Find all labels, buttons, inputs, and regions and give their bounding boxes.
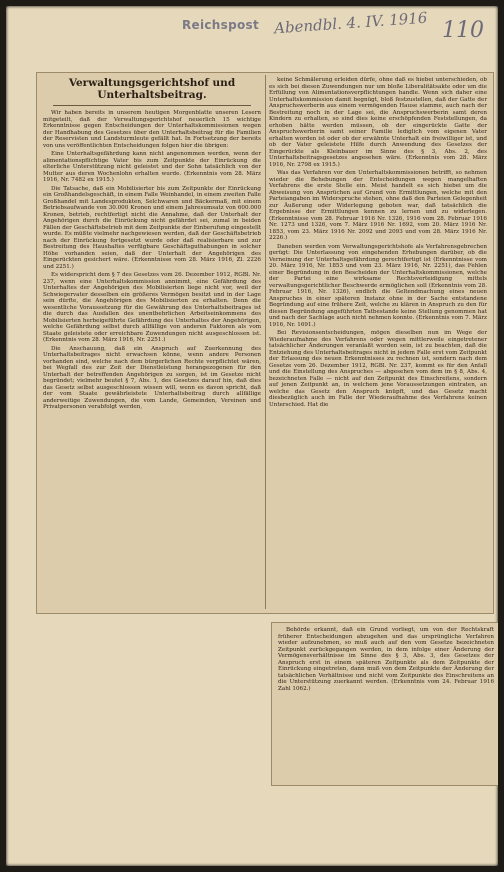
article-headline (43, 77, 261, 101)
main-clipping (36, 72, 494, 614)
paragraph: Wir haben bereits in unserem heutigen Morgenblatte unseren Lesern mitgeteilt, daß der Verwaltungsgerichtshof neuerlich 15 wichtige Erkenntnisse gegen Entscheidungen der Unterhaltskommissionen wegen der Handhabung des Gesetzes über den Unterhaltsbeitrag für die Familien der Reservisten und Landsturmleute gefällt hat. In Fortsetzung der bereits von uns veröffentlichten Entscheidungen folgen hier die übrigen: (43, 110, 261, 149)
headline-line-2: Unterhaltsbeitrag. (97, 89, 207, 101)
paragraph: Die Anschauung, daß ein Anspruch auf Zuerkennung des Unterhaltsbeitrages nicht erwachsen könne, wenn andere Personen vorhanden sind, welche nach dem bürgerlichen Rechte verpflichtet wären, bei Wegfall des zur Zeit der Dienstleistung herangezogenen für den Unterhalt der betreffenden Angehörigen zu sorgen, ist im Gesetze nicht begründet; vielmehr beutet § 7, Abs. 1, des Gesetzes darauf hin, daß dies das Gesetz selbst ausgeschlossen wissen will, wenn es davon spricht, daß der vom Staate gewährleistete Unterhaltsbeitrag durch allfällige anderweitige Zuwendungen, die vom Lande, Gemeinden, Vereinen und Privatpersonen verabfolgt werden, (43, 345, 261, 410)
archive-sheet (6, 6, 498, 866)
headline-rule (53, 105, 251, 106)
column-divider (265, 75, 266, 609)
left-column (43, 77, 261, 413)
newspaper-stamp: Reichspost (182, 18, 260, 32)
handwritten-number: 110 (442, 18, 484, 43)
continuation-clipping (271, 622, 498, 786)
paragraph: Eine Unterhaltsgefährdung kann nicht angenommen werden, wenn der alimentationspflichtige Vater bis zum Zeitpunkte der Einrückung die elterliche Unterstützung nicht geleistet und der Sohn tatsächlich von der Mutter aus deren Wochenlohn erhalten wurde. (Erkenntnis vom 28. März 1916, Nr. 7482 ex 1915.) (43, 151, 261, 183)
paragraph: Daneben werden vom Verwaltungsgerichtshofe als Verfahrensgebrechen gerügt: Die Unterlassung von eingehenden Erhebungen darüber, ob die Verneinung der Unterhaltsgefährdung gerechtfertigt ist (Erkenntnisse vom 20. März 1916, Nr. 1853 und vom 23. März 1916, Nr. 2251), das Fehlen einer Begründung in den Bescheiden der Unterhaltskommissionen, welche der Partei eine wirksame Rechtsverteidigung mittels verwaltungsgerichtlicher Beschwerde ermöglichen soll (Erkenntnis vom 28. Februar 1916, Nr. 1326), endlich die Geltendmachung eines neuen Anspruches in einer späteren Instanz ohne in der Sache entstandene Begründung auf eine frühere Zeit, welche zu klären in Anspruch zu den für diesen Begründung angeführten Tatbestande keine Stellung genommen hat und nach der Sachlage auch nicht nehmen konnte. (Erkenntnis vom 7. März 1916, Nr. 1691.) (269, 243, 487, 328)
right-column (269, 77, 487, 410)
paragraph: Es widerspricht dem § 7 des Gesetzes vom 26. Dezember 1912, RGBl. Nr. 237, wenn eine Unterhaltskommission annimmt, eine Gefährdung des Unterhaltes der Angehörigen des Mobilisierten liege nicht vor, weil der Schwiegervater desselben ein größeres Vermögen besitzt und in der Lage sein dürfte, die Angehörigen des Mobilisierten zu erhalten. Denn die wesentliche Voraussetzung für die Gewährung des Unterhaltsbeitrages ist die durch das Ausfallen des unentbehrlichen Arbeitseinkommens des Mobilisierten herbeigeführte Gefährdung des Unterhaltes der Angehörigen, welche Gefährdung selbst durch allfällige von anderen Faktoren als vom Staate geleistete oder erreichbare Zuwendungen nicht ausgeschlossen ist. (Erkenntnis vom 28. März 1916, Nr. 2251.) (43, 272, 261, 343)
headline-line-1: Verwaltungsgerichtshof und (68, 77, 236, 89)
paragraph: Die Tatsache, daß ein Mobilisierter bis zum Zeitpunkte der Einrückung ein Großhandelsgeschäft, in einem Falle Weinhandel, in einem zweiten Falle Großhandel mit Landesprodukten, Selchwaren und Bäckermaß, mit einem Betriebsaufwande von 30.000 Kronen und einem Jahresumsatz von 600.000 Kronen, betrieb, rechtfertigt nicht die Annahme, daß der Unterhalt der Angehörigen durch die Einrückung nicht gefährdet sei, zumal in beiden Fällen der Geschäftsbetrieb mit dem Zeitpunkte der Einberufung eingestellt wurde. Es müßte vielmehr nachgewiesen werden, daß der Geschäftsbetrieb nach der Einrückung fortgesetzt wurde oder daß realisierbare und zur Bestreitung des Haushaltes verfügbare Geschäftsguthabungen in solcher Höhe vorhanden seien, daß der Unterhalt der Angehörigen des Eingerückten gesichert wäre. (Erkenntnisse vom 28. März 1916, Zl. 2226 und 2251.) (43, 185, 261, 270)
paragraph: keine Schmälerung erleiden dürfe, ohne daß es hiebei unterschieden, ob es sich bei diesen Zuwendungen nur um bloße Liberalitätsakte oder um die Erfüllung von Alimentationsverpflichtungen handle. Wenn sich daher eine Unterhaltskommission damit begnügt, bloß festzustellen, daß der Gatte der Anspruchswerberin aus einem vermögenden Hause stamme, auch nach der Bestreitung noch in der Lage sei, die Anspruchswerberin samt deren Kindern zu erhalten, so sind dies keine erschöpfenden Feststellungen, da erhoben hätte werden müssen, ob der eingerückte Gatte der Anspruchswerberin samt seiner Familie lediglich vom eigenen Vater erhalten worden ist oder ob der erwähnte Unterhalt ein freiwilliger ist, und ob der Vater geleistete Hilfe durch Anwendung des Gesetzes der Eingerückte als Kleinbauer im Sinne des § 3, Abs. 2, des Unterhaltsbeitragsgesetzes angesehen wäre. (Erkenntnis vom 28. März 1916, Nr. 2798 ex 1915.) (269, 77, 487, 168)
handwritten-date: Abendbl. 4. IV. 1916 (273, 8, 428, 38)
paragraph: Behörde erkannt, daß ein Grund vorliegt, um von der Rechtskraft früherer Entscheidungen abzugehen und das ursprüngliche Verfahren wieder aufzunehmen, so muß auch auf den vom Gesetze bezeichneten Zeitpunkt zurückgegangen werden, in dem infolge einer Änderung der Vermögensverhältnisse im Sinne des § 3, Abs. 3, des Gesetzes der Anspruch erst in einem späteren Zeitpunkte als dem Zeitpunkte der Einrückung eingetreten, dann muß von dem Zeitpunkte der Änderung der tatsächlichen Verhältnisse und nicht vom Zeitpunkte des Einschreitens an die Unterstützung zuerkannt werden. (Erkenntnis vom 24. Februar 1916 Zahl 1062.) (278, 627, 494, 692)
continuation-column (278, 627, 494, 694)
paragraph: Bei Revisionsentscheidungen, mögen dieselben nun im Wege der Wiederaufnahme des Verfahrens oder wegen mittlerweile eingetretener tatsächlicher Änderungen veranlaßt worden sein, ist zu beachten, daß die Entziehung des Unterhaltsbeitrages nicht in jedem Falle erst vom Zeitpunkt der Erlassung des neuen Erkenntnisses zu rechnen ist, sondern nach dem Gesetze vom 26. Dezember 1912, RGBl. Nr. 237, kommt es für den Anfall und die Einstellung des Anspruches — abgesehen vom dem im § 8, Abs. 4, bezeichneten Falle — nicht auf den Zeitpunkt des Einschreitens, sondern auf jenen Zeitpunkt an, in welchem jene Voraussetzungen eintraten, an welche das Gesetz den Anspruch knüpft, und das Gesetz macht diesbezüglich auch im Falle der Wiederaufnahme des Verfahrens keinen Unterschied. Hat die (269, 330, 487, 408)
paragraph: Was das Verfahren vor den Unterhaltskommissionen betrifft, so nehmen wieder die Behebungen der Entscheidungen wegen mangelhaften Verfahrens die erste Stelle ein. Meist handelt es sich hiebei um die Abweisung von Ansprüchen auf Grund von Ermittlungen, welche mit den Parteiangaben im Widerspruche stehen, ohne daß den Parteien Gelegenheit zur Äußerung oder Widerlegung geboten war, daß tatsächlich die Ergebnisse der Ermittlungen kennen zu lernen und zu widerlegen. (Erkenntnisse vom 28. Februar 1916 Nr. 1326, 1916 vom 28. Februar 1916 Nr. 1273 und 1326, vom 7. März 1916 Nr. 1692, vom 20. März 1916 Nr. 1853, vom 23. März 1916 Nr. 2092 und 2093 und vom 28. März 1916 Nr. 2226.) (269, 170, 487, 241)
